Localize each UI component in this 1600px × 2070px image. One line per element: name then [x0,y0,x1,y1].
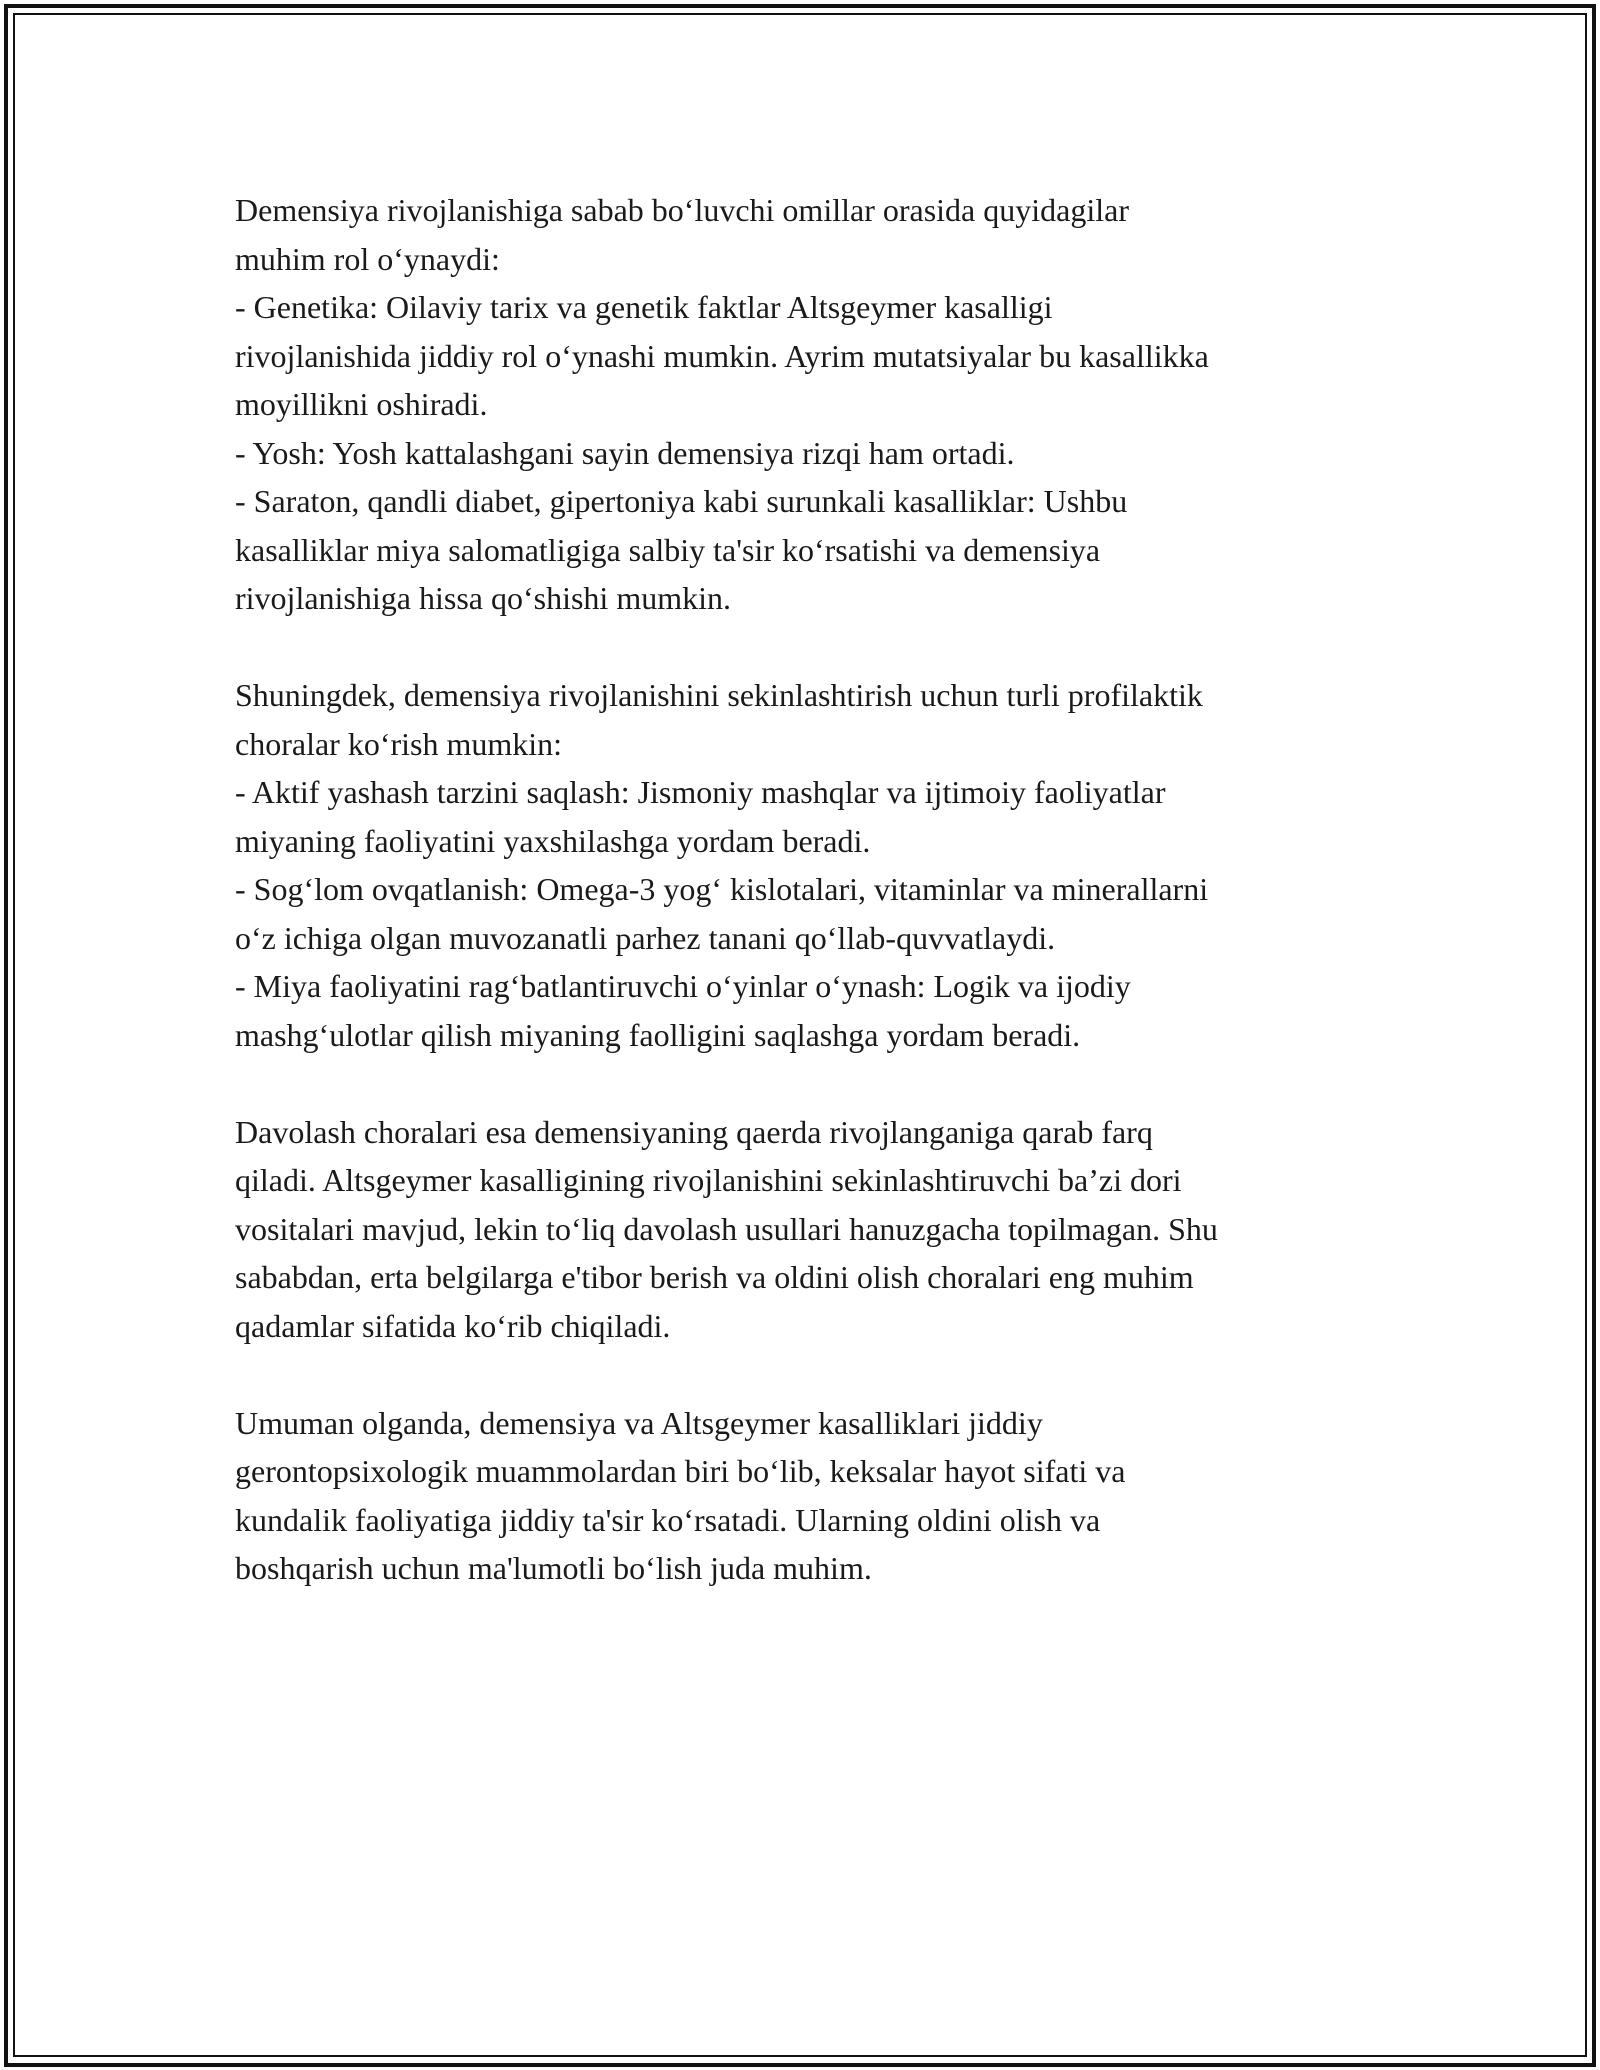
text-line: - Yosh: Yosh kattalashgani sayin demensiya rizqi ham ortadi. [235,434,1015,471]
text-line: muhim rol o‘ynaydi: [235,240,500,277]
text-line: kasalliklar miya salomatligiga salbiy ta'sir ko‘rsatishi va demensiya [235,531,1101,568]
text-line: Demensiya rivojlanishiga sabab bo‘luvchi omillar orasida quyidagilar [235,192,1129,228]
text-line: - Sog‘lom ovqatlanish: Omega-3 yog‘ kislotalari, vitaminlar va minerallarni [235,871,1209,907]
text-line: gerontopsixologik muammolardan biri bo‘lib, keksalar hayot sifati va [235,1453,1126,1489]
text-line: mashg‘ulotlar qilish miyaning faolligini saqlashga yordam beradi. [235,1016,1081,1053]
text-line: vositalari mavjud, lekin to‘liq davolash usullari hanuzgacha topilmagan. Shu [235,1210,1218,1247]
text-line: - Miya faoliyatini rag‘batlantiruvchi o‘yinlar o‘ynash: Logik va ijodiy [235,968,1131,1004]
paragraph-treatment [235,1108,1375,1351]
paragraph-conclusion [235,1399,1375,1593]
text-line: qiladi. Altsgeymer kasalligining rivojlanishini sekinlashtiruvchi ba’zi dori [235,1162,1182,1198]
text-line: moyillikni oshiradi. [235,386,488,422]
paragraph-prevention [235,671,1375,1059]
text-line: rivojlanishiga hissa qo‘shishi mumkin. [235,580,731,616]
text-line: sababdan, erta belgilarga e'tibor berish va oldini olish choralari eng muhim [235,1259,1194,1295]
text-line: choralar ko‘rish mumkin: [235,725,563,762]
text-line: Davolash choralari esa demensiyaning qaerda rivojlanganiga qarab farq [235,1113,1153,1150]
text-line: - Saraton, qandli diabet, gipertoniya kabi surunkali kasalliklar: Ushbu [235,483,1128,519]
text-line: boshqarish uchun ma'lumotli bo‘lish juda muhim. [235,1550,872,1586]
text-line: rivojlanishida jiddiy rol o‘ynashi mumkin. Ayrim mutatsiyalar bu kasallikka [235,337,1209,374]
text-line: qadamlar sifatida ko‘rib chiqiladi. [235,1307,671,1344]
paragraph-risk-factors [235,186,1375,623]
text-line: Shuningdek, demensiya rivojlanishini sekinlashtirish uchun turli profilaktik [235,677,1203,713]
text-line: Umuman olganda, demensiya va Altsgeymer kasalliklari jiddiy [235,1404,1043,1441]
text-line: - Genetika: Oilaviy tarix va genetik faktlar Altsgeymer kasalligi [235,289,1053,325]
document-body [235,186,1375,1641]
text-line: miyaning faoliyatini yaxshilashga yordam beradi. [235,822,871,859]
text-line: o‘z ichiga olgan muvozanatli parhez tanani qo‘llab-quvvatlaydi. [235,919,1056,956]
text-line: - Aktif yashash tarzini saqlash: Jismoniy mashqlar va ijtimoiy faoliyatlar [235,774,1166,810]
text-line: kundalik faoliyatiga jiddiy ta'sir ko‘rsatadi. Ularning oldini olish va [235,1501,1101,1538]
